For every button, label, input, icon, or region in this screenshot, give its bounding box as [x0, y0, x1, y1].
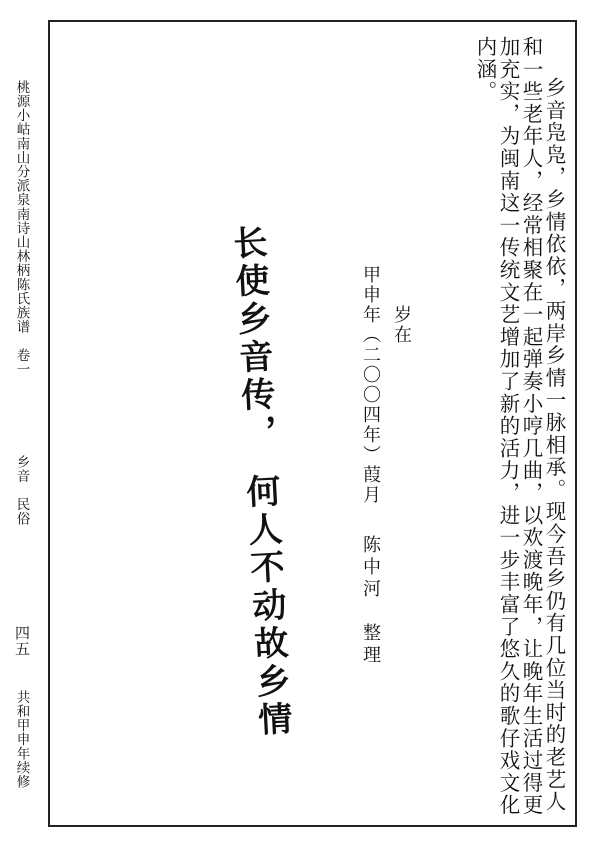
body-paragraph [450, 36, 565, 826]
page-number: 四五 [13, 625, 31, 657]
section-label: 乡音 民俗 [13, 455, 30, 526]
edition-label: 共和甲申年续修 [13, 690, 30, 789]
book-title: 桃源小岵南山分派泉南诗山林柄陈氏族谱 卷一 [13, 80, 30, 377]
calligraphy-couplet: 长使乡音传， 何人不动故乡情 [226, 223, 293, 741]
date-prefix: 岁在 [391, 305, 412, 345]
date-line: 甲申年（二〇〇四年）葭月 [360, 265, 381, 505]
body-paragraph-text: 乡音凫凫，乡情依依，两岸乡情一脉相承。现今吾乡仍有几位当时的老艺人和一些老年人，经常相聚在一起弹奏小哼几曲，以欢渡晚年，让晚年生活过得更加充实，为闽南这一传统文艺增加了新的活力，进一步丰富了悠久的歌仔戏文化内涵。 [473, 36, 566, 817]
author-line: 陈中河 整理 [360, 535, 381, 667]
